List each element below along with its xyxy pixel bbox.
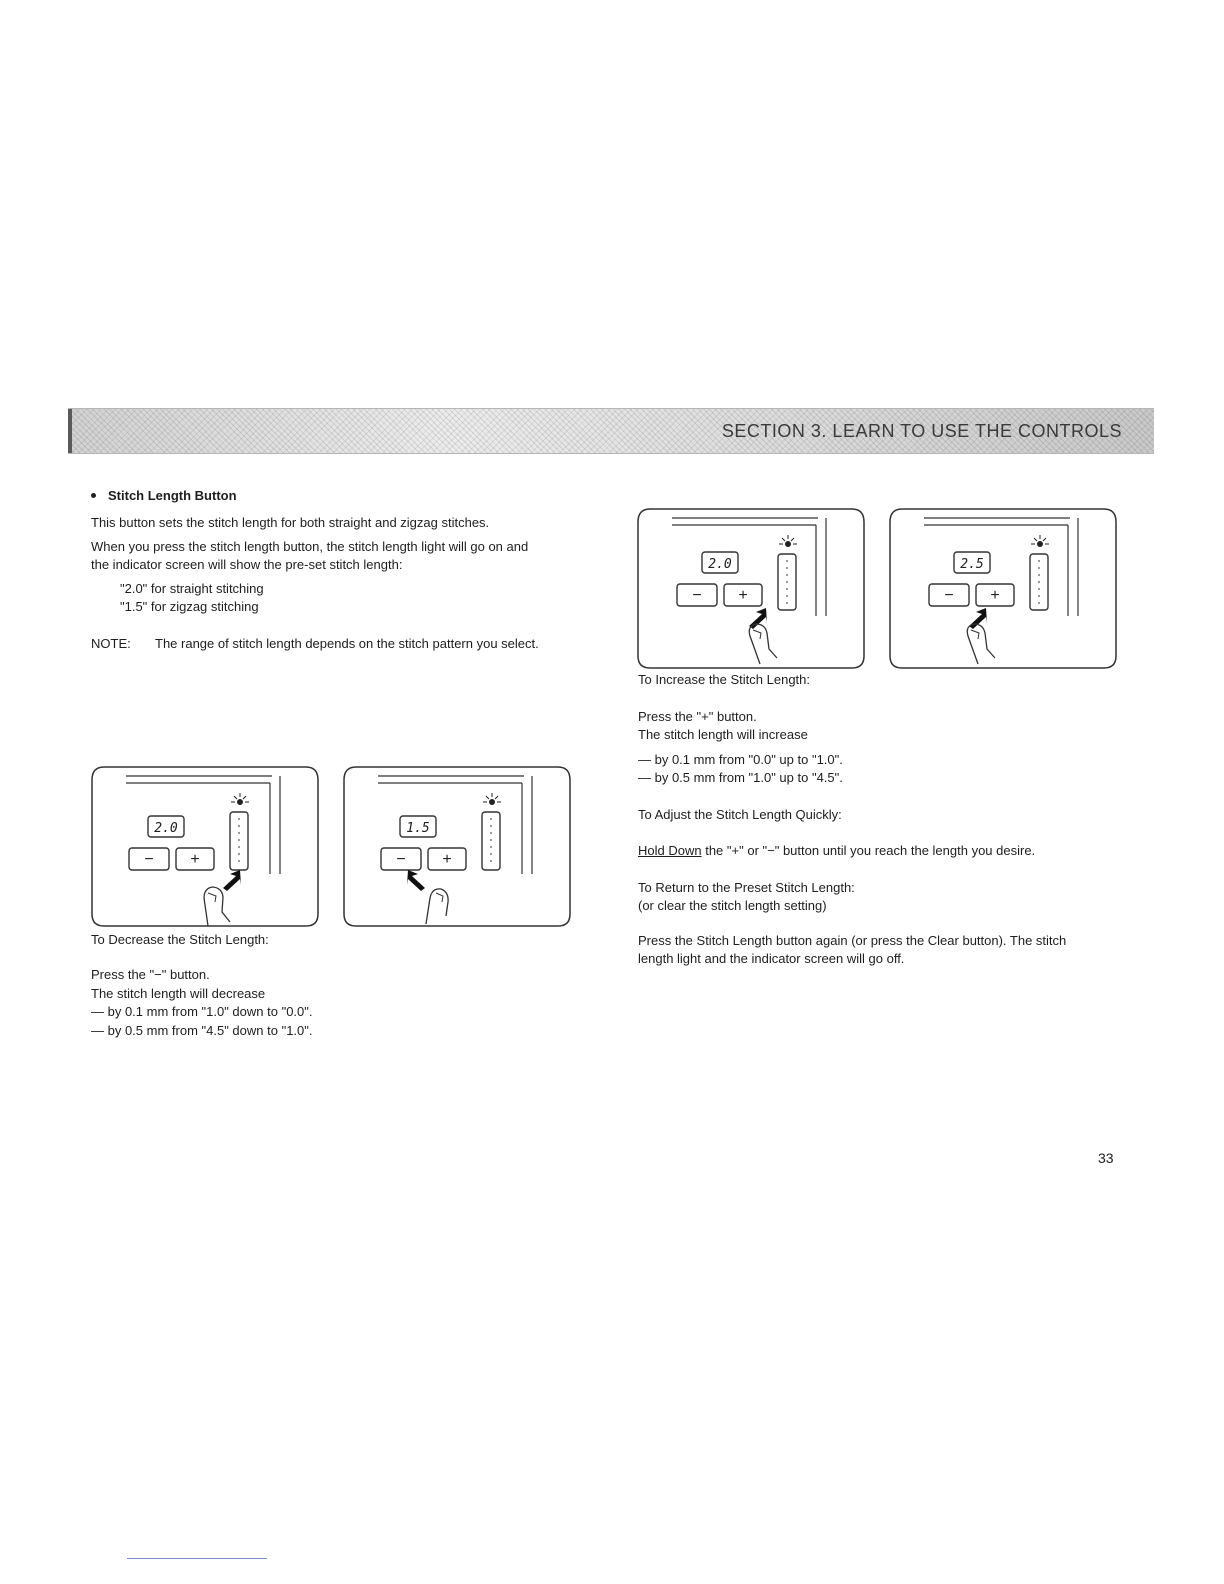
caption-decrease: To Decrease the Stitch Length: [91,932,269,947]
plus-button-label: + [738,587,748,604]
plus-button-label: + [990,587,1000,604]
minus-button-label: − [944,587,954,604]
plus-button-label: + [190,851,200,868]
minus-button-label: − [692,587,702,604]
note-label: NOTE: [91,636,131,651]
increase-will: The stitch length will increase [638,727,808,742]
figure-decrease-before [90,766,320,928]
figure-increase-after [888,508,1118,670]
intro-paragraph: This button sets the stitch length for both straight and zigzag stitches. [91,515,490,530]
figure-decrease-after [342,766,572,928]
return-subheading: (or clear the stitch length setting) [638,898,827,913]
press-again-line-1: Press the Stitch Length button again (or press the Clear button). The stitch [638,933,1067,948]
display-value: 2.0 [708,557,732,572]
bullet-dot [91,493,96,498]
banner-edge [68,409,72,453]
decrease-will: The stitch length will decrease [91,986,266,1001]
hold-down-text: Hold Down [638,843,702,858]
display-value: 1.5 [406,821,430,836]
page-number: 33 [1098,1150,1114,1166]
press-again-line-2: length light and the indicator screen will go off. [638,951,905,966]
heading-stitch-length-button: Stitch Length Button [108,488,237,503]
increase-press: Press the "+" button. [638,709,757,724]
description-line-1: When you press the stitch length button, the stitch length light will go on and [91,539,529,554]
description-line-2: the indicator screen will show the pre-set stitch length: [91,557,403,572]
bottom-rule [127,1558,267,1559]
section-banner [68,408,1154,454]
decrease-step-1: — by 0.1 mm from "1.0" down to "0.0". [91,1004,313,1019]
figure-increase-before [636,508,866,670]
increase-step-1: — by 0.1 mm from "0.0" up to "1.0". [638,752,843,767]
quick-adjust-heading: To Adjust the Stitch Length Quickly: [638,807,842,822]
hold-down-rest: the "+" or "−" button until you reach the length you desire. [705,843,1036,858]
note-text: The range of stitch length depends on the stitch pattern you select. [155,636,539,651]
preset-zigzag: "1.5" for zigzag stitching [120,599,259,614]
preset-straight: "2.0" for straight stitching [120,581,264,596]
minus-button-label: − [144,851,154,868]
display-value: 2.0 [154,821,178,836]
return-heading: To Return to the Preset Stitch Length: [638,880,855,895]
minus-button-label: − [396,851,406,868]
decrease-press: Press the "−" button. [91,967,210,982]
decrease-step-2: — by 0.5 mm from "4.5" down to "1.0". [91,1023,313,1038]
section-title: SECTION 3. LEARN TO USE THE CONTROLS [721,421,1122,441]
plus-button-label: + [442,851,452,868]
display-value: 2.5 [960,557,984,572]
quick-adjust-line [638,842,1035,860]
increase-step-2: — by 0.5 mm from "1.0" up to "4.5". [638,770,843,785]
caption-increase: To Increase the Stitch Length: [638,672,810,687]
